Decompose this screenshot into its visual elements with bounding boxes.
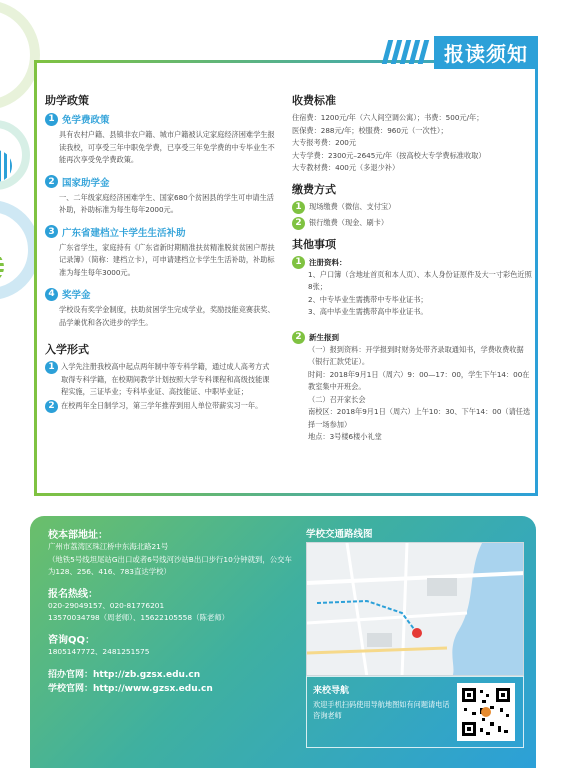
new-student-line: 地点：3号楼6楼小礼堂 [308,432,382,441]
aid-heading: 助学政策 [45,94,89,107]
admissions-site-link[interactable]: 招办官网：http://zb.gzsx.edu.cn [48,670,201,680]
hotline-phones[interactable]: 020-29049157、020-81776201 [48,600,165,610]
new-student-line: 南校区：2018年9月1日（周六）上午10：30、下午14：00（请任选择一场参加） [308,407,531,429]
enroll-heading: 入学形式 [45,343,89,356]
aid-item-text: 具有农村户籍、县镇非农户籍、城市户籍被认定家庭经济困难学生报读我校，可享受三年中职免学费，已享受三年免学费的中专毕业生不能再次享受免学费政策。 [59,130,275,164]
aid-item [45,112,275,126]
map-graphic [307,543,524,676]
new-student-title-row [292,331,532,344]
websites [48,668,293,696]
number-badge: 2 [292,217,305,230]
fee-line: 大专教材费：400元（多退少补） [292,163,400,172]
new-student-line: 时间：2018年9月1日（周六）9：00—17：00，学生下午14：00在教室集中开班会。 [308,369,530,391]
nav-text: 欢迎手机扫码使用导航地图如有问题请电话咨询老师 [313,700,450,720]
number-badge: 2 [45,400,58,413]
left-column [45,92,275,414]
aid-item-title: 广东省建档立卡学生生活补助 [62,227,186,239]
nav-title: 来校导航 [313,686,350,696]
number-badge: 3 [45,225,58,238]
page-title-bar [385,38,538,66]
registration-line: 1、户口簿（含地址首页和本人页）、本人身份证原件及大一寸彩色近照8张； [308,269,532,291]
new-student-line: （一）报到资料：开学报到时财务处带齐录取通知书，学费收费收据（银行汇款凭证）。 [308,344,524,366]
registration-line: 3、高中毕业生需携带高中毕业证书。 [308,307,428,316]
payment-item [292,217,532,230]
aid-item-text: 广东省学生，家庭持有《广东省新时期精准扶贫精准脱贫贫困户帮扶记录簿》（简称：建档立卡），可申请建档立卡学生生活补助，补助标准为每生每年3000元。 [59,242,275,277]
aid-item-title: 免学费政策 [62,115,110,126]
hotline-heading: 报名热线： [48,588,98,600]
number-badge: 2 [45,175,58,188]
aid-item-title: 国家助学金 [62,177,110,189]
contact-info [48,526,293,696]
fee-line: 大专学费：2300元–2645元/年（按高校大专学费标准收取） [292,150,486,160]
qq-numbers: 1805147772、2481251575 [48,646,150,656]
navigation-box [306,676,524,748]
new-student-line: （二）召开家长会 [308,394,366,404]
registration-title-row [292,256,532,269]
other-heading: 其他事项 [292,237,336,251]
stripe-decoration [385,40,426,64]
number-badge: 2 [292,331,305,344]
fee-line: 医保费：288元/年；校服费：960元（一次性）； [292,125,448,135]
new-student-title: 新生报到 [309,332,339,342]
contact-panel [30,516,536,768]
enroll-item [45,400,275,413]
number-badge: 1 [292,256,305,269]
map-title: 学校交通路线图 [306,529,373,540]
aid-item [45,225,275,239]
number-badge: 1 [292,201,305,214]
page-title: 报读须知 [434,36,538,69]
transit-text: （地铁5号线坦尾站G出口或者6号线河沙站B出口步行10分钟就到，公交车为128、256、416、783直达学校） [48,554,292,576]
qq-heading: 咨询QQ： [48,634,96,646]
fees-heading: 收费标准 [292,94,336,107]
address-text: 广州市荔湾区珠江桥中东海北路21号 [48,542,169,551]
number-badge: 4 [45,288,58,301]
aid-item [45,175,275,189]
fee-line: 住宿费：1200元/年（六人间空调公寓）；书费：500元/年； [292,113,484,122]
aid-item-title: 奖学金 [62,290,91,301]
payment-item [292,201,532,214]
hotline-mobiles[interactable]: 13570034798（周老师）、15622105558（陈老师） [48,613,230,622]
fee-line: 大专报考费：200元 [292,138,357,147]
qr-code-icon[interactable] [457,683,515,741]
payment-text: 现场缴费（微信、支付宝） [309,202,396,211]
registration-line: 2、中专毕业生需携带中专毕业证书； [308,294,428,304]
school-site-link[interactable]: 学校官网：http://www.gzsx.edu.cn [48,684,213,694]
number-badge: 1 [45,361,58,374]
payment-text: 银行缴费（现金、刷卡） [309,218,389,227]
number-badge: 1 [45,113,58,126]
route-map[interactable] [306,542,524,676]
aid-item-text: 学校设有奖学金制度，扶助贫困学生完成学业，奖励技能竞赛获奖、品学兼优和各次进步的学生。 [59,305,275,327]
enroll-item [45,361,275,399]
registration-title: 注册资料： [309,257,347,267]
enroll-item-text: 在校两年全日制学习，第三学年推荐到用人单位带薪实习一年。 [61,400,263,410]
enroll-item-text: 入学先注册我校高中起点两年制中等专科学籍，通过成人高考方式取得专科学籍，在校期间教学计划按照大学专科课程和高级技能课程实施，三证毕业；专科毕业证、高技能证、中职毕业证； [61,362,270,396]
address-heading: 校本部地址： [48,530,108,541]
right-column [292,92,532,444]
payment-heading: 缴费方式 [292,182,336,196]
aid-item-text: 一、二年级家庭经济困难学生、国家680个贫困县的学生可申请生活补助，补助标准为每生每年2000元。 [59,192,274,214]
aid-item [45,287,275,301]
